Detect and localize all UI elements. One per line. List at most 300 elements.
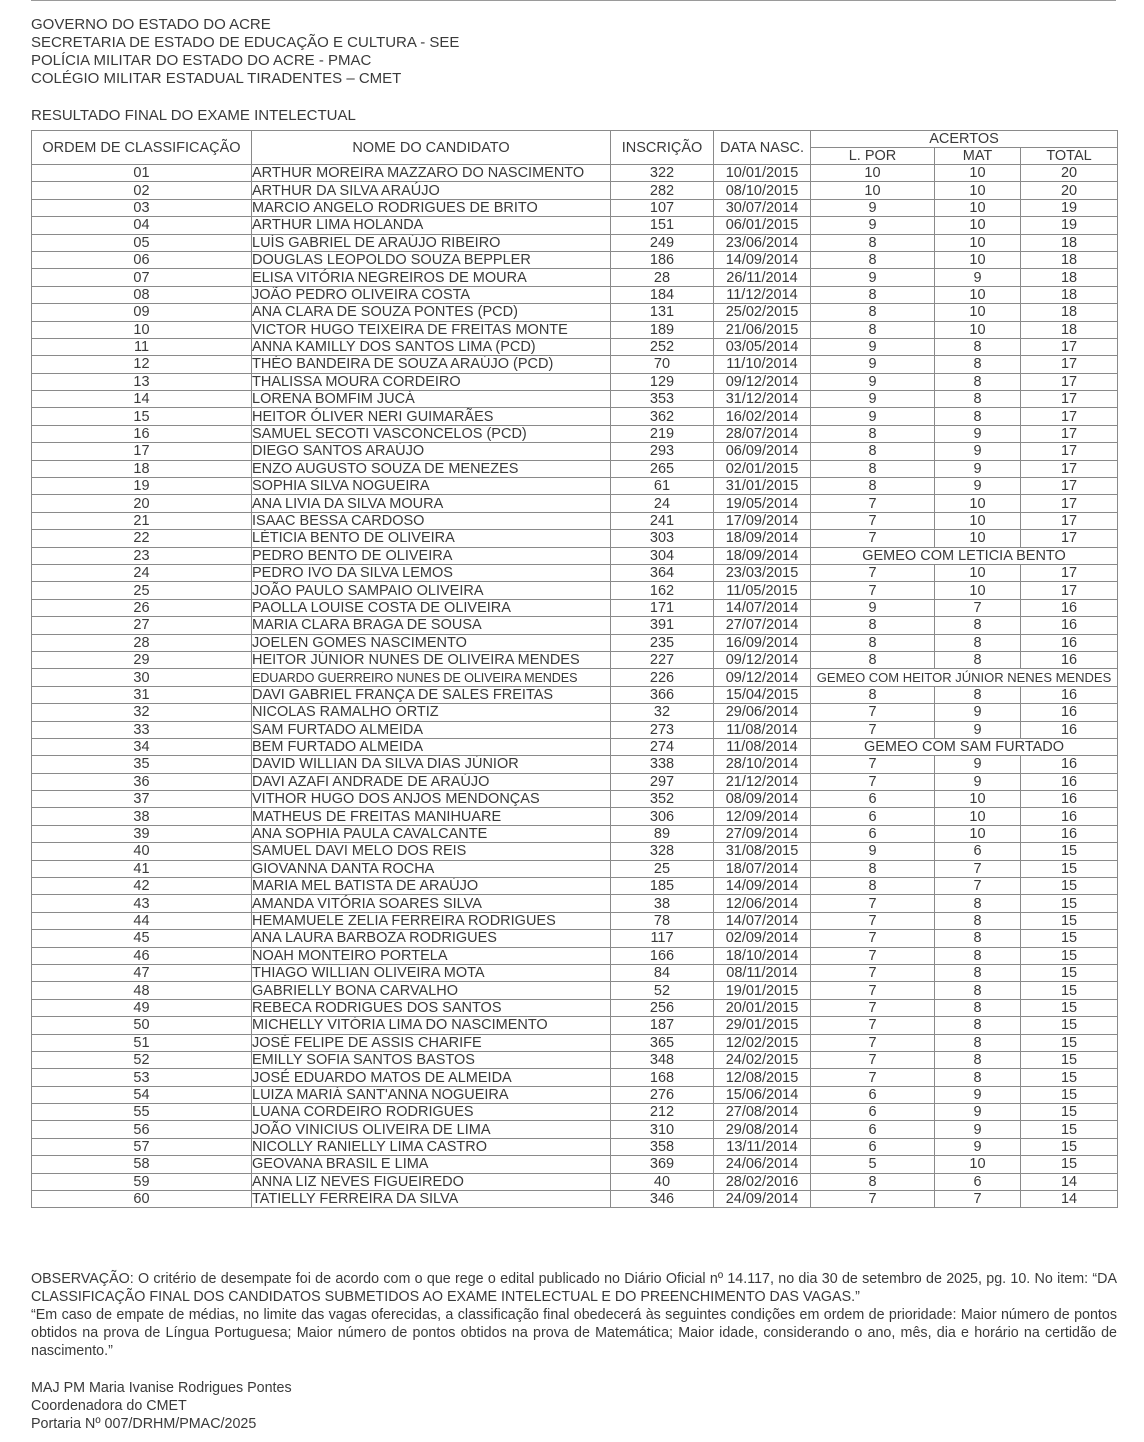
cell-mat: 9 [935, 756, 1021, 773]
cell-ordem: 22 [32, 530, 252, 547]
cell-total: 16 [1021, 756, 1118, 773]
cell-data-nasc: 28/07/2014 [714, 425, 811, 442]
cell-lpor: 7 [811, 582, 935, 599]
table-row [32, 564, 1118, 581]
cell-total: 15 [1021, 1086, 1118, 1103]
cell-inscricao: 282 [611, 182, 714, 199]
cell-total: 15 [1021, 1121, 1118, 1138]
cell-data-nasc: 14/09/2014 [714, 251, 811, 268]
cell-ordem: 47 [32, 964, 252, 981]
cell-ordem: 37 [32, 791, 252, 808]
cell-data-nasc: 11/05/2015 [714, 582, 811, 599]
cell-lpor: 8 [811, 234, 935, 251]
cell-total: 17 [1021, 408, 1118, 425]
cell-twin-note: GEMEO COM HEITOR JÚNIOR NENES MENDES [811, 669, 1118, 686]
cell-inscricao: 249 [611, 234, 714, 251]
table-row [32, 286, 1118, 303]
results-table [31, 130, 1118, 1208]
cell-data-nasc: 31/08/2015 [714, 843, 811, 860]
cell-total: 15 [1021, 912, 1118, 929]
cell-mat: 8 [935, 651, 1021, 668]
cell-mat: 10 [935, 582, 1021, 599]
cell-inscricao: 241 [611, 512, 714, 529]
cell-lpor: 8 [811, 286, 935, 303]
cell-data-nasc: 21/12/2014 [714, 773, 811, 790]
cell-mat: 9 [935, 478, 1021, 495]
cell-mat: 8 [935, 947, 1021, 964]
cell-nome: MARIA CLARA BRAGA DE SOUSA [252, 617, 611, 634]
cell-nome: DAVID WILLIAN DA SILVA DIAS JÚNIOR [252, 756, 611, 773]
table-row [32, 1104, 1118, 1121]
table-row [32, 912, 1118, 929]
cell-nome: SAM FURTADO ALMEIDA [252, 721, 611, 738]
cell-data-nasc: 08/11/2014 [714, 964, 811, 981]
header-line-school: COLÉGIO MILITAR ESTADUAL TIRADENTES – CMET [31, 70, 402, 87]
cell-data-nasc: 29/06/2014 [714, 704, 811, 721]
column-header-lpor: L. POR [811, 148, 935, 165]
cell-lpor: 8 [811, 251, 935, 268]
cell-total: 14 [1021, 1173, 1118, 1190]
cell-nome: JOSÉ EDUARDO MATOS DE ALMEIDA [252, 1069, 611, 1086]
cell-lpor: 8 [811, 651, 935, 668]
cell-total: 16 [1021, 721, 1118, 738]
cell-nome: ANNA LIZ NEVES FIGUEIREDO [252, 1173, 611, 1190]
column-header-nome: NOME DO CANDIDATO [252, 131, 611, 165]
observation-section [31, 1270, 1117, 1360]
cell-nome: HEITOR JÚNIOR NUNES DE OLIVEIRA MENDES [252, 651, 611, 668]
cell-nome: ANA LAURA BARBOZA RODRIGUES [252, 930, 611, 947]
cell-total: 18 [1021, 234, 1118, 251]
cell-mat: 8 [935, 895, 1021, 912]
cell-inscricao: 32 [611, 704, 714, 721]
cell-nome: THALISSA MOURA CORDEIRO [252, 373, 611, 390]
cell-inscricao: 131 [611, 304, 714, 321]
cell-lpor: 7 [811, 1051, 935, 1068]
cell-data-nasc: 12/09/2014 [714, 808, 811, 825]
cell-ordem: 48 [32, 982, 252, 999]
cell-data-nasc: 19/05/2014 [714, 495, 811, 512]
cell-nome: AMANDA VITÓRIA SOARES SILVA [252, 895, 611, 912]
column-header-total: TOTAL [1021, 148, 1118, 165]
cell-ordem: 44 [32, 912, 252, 929]
cell-data-nasc: 06/09/2014 [714, 443, 811, 460]
cell-lpor: 9 [811, 843, 935, 860]
cell-inscricao: 212 [611, 1104, 714, 1121]
table-row [32, 495, 1118, 512]
cell-lpor: 9 [811, 408, 935, 425]
cell-nome: PAOLLA LOUISE COSTA DE OLIVEIRA [252, 599, 611, 616]
table-row [32, 721, 1118, 738]
cell-data-nasc: 02/01/2015 [714, 460, 811, 477]
cell-lpor: 8 [811, 878, 935, 895]
cell-lpor: 7 [811, 512, 935, 529]
cell-data-nasc: 20/01/2015 [714, 999, 811, 1016]
table-row [32, 947, 1118, 964]
cell-ordem: 54 [32, 1086, 252, 1103]
cell-mat: 8 [935, 408, 1021, 425]
signatory-portaria: Portaria Nº 007/DRHM/PMAC/2025 [31, 1416, 257, 1432]
table-row [32, 930, 1118, 947]
cell-ordem: 08 [32, 286, 252, 303]
cell-ordem: 16 [32, 425, 252, 442]
cell-inscricao: 235 [611, 634, 714, 651]
cell-nome: LUÍS GABRIEL DE ARAÚJO RIBEIRO [252, 234, 611, 251]
cell-nome: ARTHUR MOREIRA MAZZARO DO NASCIMENTO [252, 165, 611, 182]
cell-lpor: 10 [811, 182, 935, 199]
top-divider [31, 0, 1116, 1]
cell-inscricao: 369 [611, 1156, 714, 1173]
cell-lpor: 10 [811, 165, 935, 182]
cell-lpor: 6 [811, 1086, 935, 1103]
cell-total: 17 [1021, 391, 1118, 408]
cell-data-nasc: 03/05/2014 [714, 338, 811, 355]
cell-mat: 10 [935, 165, 1021, 182]
cell-mat: 7 [935, 878, 1021, 895]
cell-inscricao: 40 [611, 1173, 714, 1190]
cell-ordem: 21 [32, 512, 252, 529]
cell-nome: DAVI GABRIEL FRANÇA DE SALES FREITAS [252, 686, 611, 703]
header-line-police: POLÍCIA MILITAR DO ESTADO DO ACRE - PMAC [31, 52, 372, 69]
cell-data-nasc: 12/06/2014 [714, 895, 811, 912]
cell-inscricao: 328 [611, 843, 714, 860]
cell-data-nasc: 11/08/2014 [714, 721, 811, 738]
cell-mat: 10 [935, 251, 1021, 268]
cell-data-nasc: 18/10/2014 [714, 947, 811, 964]
cell-nome: DAVI AZAFI ANDRADE DE ARAÚJO [252, 773, 611, 790]
cell-inscricao: 366 [611, 686, 714, 703]
table-row [32, 791, 1118, 808]
cell-ordem: 31 [32, 686, 252, 703]
signatory-role: Coordenadora do CMET [31, 1398, 187, 1414]
cell-total: 17 [1021, 356, 1118, 373]
cell-ordem: 29 [32, 651, 252, 668]
cell-lpor: 9 [811, 599, 935, 616]
cell-mat: 8 [935, 999, 1021, 1016]
cell-ordem: 12 [32, 356, 252, 373]
cell-inscricao: 186 [611, 251, 714, 268]
cell-lpor: 7 [811, 530, 935, 547]
cell-mat: 6 [935, 843, 1021, 860]
cell-data-nasc: 21/06/2015 [714, 321, 811, 338]
cell-data-nasc: 11/08/2014 [714, 738, 811, 755]
cell-total: 16 [1021, 617, 1118, 634]
table-row [32, 182, 1118, 199]
cell-mat: 8 [935, 982, 1021, 999]
cell-mat: 8 [935, 1017, 1021, 1034]
cell-inscricao: 78 [611, 912, 714, 929]
cell-total: 16 [1021, 808, 1118, 825]
cell-lpor: 8 [811, 443, 935, 460]
cell-inscricao: 362 [611, 408, 714, 425]
cell-inscricao: 338 [611, 756, 714, 773]
table-row [32, 1121, 1118, 1138]
results-body [32, 165, 1118, 1208]
cell-lpor: 8 [811, 460, 935, 477]
cell-nome: NICOLLY RANIELLY LIMA CASTRO [252, 1138, 611, 1155]
cell-ordem: 17 [32, 443, 252, 460]
cell-mat: 8 [935, 356, 1021, 373]
cell-inscricao: 365 [611, 1034, 714, 1051]
cell-inscricao: 117 [611, 930, 714, 947]
cell-mat: 8 [935, 634, 1021, 651]
cell-total: 17 [1021, 564, 1118, 581]
cell-data-nasc: 13/11/2014 [714, 1138, 811, 1155]
cell-mat: 8 [935, 686, 1021, 703]
table-row [32, 391, 1118, 408]
table-row [32, 1017, 1118, 1034]
cell-inscricao: 52 [611, 982, 714, 999]
cell-mat: 9 [935, 1138, 1021, 1155]
column-header-inscricao: INSCRIÇÃO [611, 131, 714, 165]
cell-nome: DIEGO SANTOS ARAÚJO [252, 443, 611, 460]
table-row [32, 425, 1118, 442]
cell-inscricao: 168 [611, 1069, 714, 1086]
cell-ordem: 43 [32, 895, 252, 912]
cell-inscricao: 151 [611, 217, 714, 234]
cell-inscricao: 171 [611, 599, 714, 616]
cell-data-nasc: 14/07/2014 [714, 912, 811, 929]
cell-lpor: 7 [811, 495, 935, 512]
cell-ordem: 53 [32, 1069, 252, 1086]
cell-inscricao: 276 [611, 1086, 714, 1103]
cell-inscricao: 89 [611, 825, 714, 842]
cell-data-nasc: 29/08/2014 [714, 1121, 811, 1138]
table-row [32, 338, 1118, 355]
cell-nome: BEM FURTADO ALMEIDA [252, 738, 611, 755]
table-row [32, 843, 1118, 860]
cell-total: 15 [1021, 1017, 1118, 1034]
cell-total: 16 [1021, 825, 1118, 842]
cell-total: 15 [1021, 947, 1118, 964]
cell-total: 15 [1021, 1104, 1118, 1121]
cell-total: 18 [1021, 251, 1118, 268]
table-row [32, 895, 1118, 912]
cell-mat: 8 [935, 338, 1021, 355]
cell-total: 17 [1021, 460, 1118, 477]
cell-data-nasc: 18/07/2014 [714, 860, 811, 877]
observation-paragraph-criteria: OBSERVAÇÃO: O critério de desempate foi de acordo com o que rege o edital publicado no Diário Oficial nº 14.117, no dia 30 de setembro de 2025, pg. 10. No item: “DA CLASSIFICAÇÃO FINAL DOS CANDIDATOS SUBMETIDOS AO EXAME INTELECTUAL E DO PREENCHIMENTO DAS VAGAS.” [31, 1271, 1117, 1305]
table-row [32, 234, 1118, 251]
table-row [32, 582, 1118, 599]
table-row [32, 999, 1118, 1016]
cell-ordem: 19 [32, 478, 252, 495]
cell-total: 15 [1021, 1051, 1118, 1068]
table-row [32, 617, 1118, 634]
cell-inscricao: 358 [611, 1138, 714, 1155]
cell-nome: ANNA KAMILLY DOS SANTOS LIMA (PCD) [252, 338, 611, 355]
cell-lpor: 8 [811, 1173, 935, 1190]
cell-mat: 10 [935, 217, 1021, 234]
cell-total: 18 [1021, 304, 1118, 321]
cell-nome: HEITOR ÓLIVER NERI GUIMARÃES [252, 408, 611, 425]
cell-inscricao: 107 [611, 199, 714, 216]
cell-inscricao: 391 [611, 617, 714, 634]
cell-inscricao: 310 [611, 1121, 714, 1138]
cell-total: 17 [1021, 512, 1118, 529]
cell-nome: VICTOR HUGO TEIXEIRA DE FREITAS MONTE [252, 321, 611, 338]
cell-data-nasc: 28/02/2016 [714, 1173, 811, 1190]
cell-lpor: 6 [811, 1104, 935, 1121]
cell-ordem: 56 [32, 1121, 252, 1138]
cell-lpor: 7 [811, 773, 935, 790]
cell-mat: 8 [935, 1051, 1021, 1068]
cell-data-nasc: 09/12/2014 [714, 651, 811, 668]
cell-nome: SAMUEL SECOTI VASCONCELOS (PCD) [252, 425, 611, 442]
cell-data-nasc: 31/12/2014 [714, 391, 811, 408]
table-row [32, 478, 1118, 495]
cell-data-nasc: 15/04/2015 [714, 686, 811, 703]
cell-inscricao: 274 [611, 738, 714, 755]
cell-data-nasc: 11/10/2014 [714, 356, 811, 373]
cell-lpor: 8 [811, 860, 935, 877]
cell-data-nasc: 30/07/2014 [714, 199, 811, 216]
table-row [32, 860, 1118, 877]
column-header-ordem: ORDEM DE CLASSIFICAÇÃO [32, 131, 252, 165]
cell-lpor: 7 [811, 1034, 935, 1051]
cell-data-nasc: 29/01/2015 [714, 1017, 811, 1034]
cell-nome: MICHELLY VITÓRIA LIMA DO NASCIMENTO [252, 1017, 611, 1034]
table-row [32, 808, 1118, 825]
cell-data-nasc: 15/06/2014 [714, 1086, 811, 1103]
cell-inscricao: 24 [611, 495, 714, 512]
cell-total: 19 [1021, 217, 1118, 234]
cell-total: 15 [1021, 843, 1118, 860]
cell-ordem: 57 [32, 1138, 252, 1155]
table-row [32, 373, 1118, 390]
cell-data-nasc: 02/09/2014 [714, 930, 811, 947]
table-row [32, 321, 1118, 338]
cell-ordem: 52 [32, 1051, 252, 1068]
cell-nome: THIAGO WILLIAN OLIVEIRA MOTA [252, 964, 611, 981]
cell-total: 16 [1021, 599, 1118, 616]
cell-total: 17 [1021, 373, 1118, 390]
cell-nome: DOUGLAS LEOPOLDO SOUZA BEPPLER [252, 251, 611, 268]
cell-ordem: 41 [32, 860, 252, 877]
cell-mat: 10 [935, 512, 1021, 529]
table-row [32, 251, 1118, 268]
column-header-mat: MAT [935, 148, 1021, 165]
cell-mat: 9 [935, 425, 1021, 442]
cell-total: 16 [1021, 773, 1118, 790]
cell-total: 17 [1021, 478, 1118, 495]
cell-nome: ANA LIVIA DA SILVA MOURA [252, 495, 611, 512]
cell-lpor: 9 [811, 269, 935, 286]
cell-data-nasc: 14/07/2014 [714, 599, 811, 616]
cell-inscricao: 348 [611, 1051, 714, 1068]
table-row [32, 738, 1118, 755]
cell-inscricao: 129 [611, 373, 714, 390]
cell-total: 19 [1021, 199, 1118, 216]
cell-nome: VITHOR HUGO DOS ANJOS MENDONÇAS [252, 791, 611, 808]
cell-mat: 9 [935, 443, 1021, 460]
cell-inscricao: 352 [611, 791, 714, 808]
cell-mat: 8 [935, 617, 1021, 634]
cell-inscricao: 227 [611, 651, 714, 668]
cell-inscricao: 28 [611, 269, 714, 286]
cell-data-nasc: 23/03/2015 [714, 564, 811, 581]
cell-mat: 9 [935, 1104, 1021, 1121]
cell-mat: 9 [935, 269, 1021, 286]
cell-data-nasc: 12/02/2015 [714, 1034, 811, 1051]
cell-mat: 7 [935, 599, 1021, 616]
cell-lpor: 7 [811, 704, 935, 721]
table-row [32, 704, 1118, 721]
cell-ordem: 20 [32, 495, 252, 512]
cell-twin-note: GEMEO COM SAM FURTADO [811, 738, 1118, 755]
cell-data-nasc: 18/09/2014 [714, 547, 811, 564]
cell-nome: JOSÉ FELIPE DE ASSIS CHARIFE [252, 1034, 611, 1051]
table-row [32, 1156, 1118, 1173]
table-row [32, 199, 1118, 216]
table-row [32, 1173, 1118, 1190]
cell-lpor: 8 [811, 321, 935, 338]
cell-lpor: 7 [811, 982, 935, 999]
cell-inscricao: 187 [611, 1017, 714, 1034]
cell-data-nasc: 25/02/2015 [714, 304, 811, 321]
cell-data-nasc: 16/09/2014 [714, 634, 811, 651]
cell-ordem: 14 [32, 391, 252, 408]
cell-data-nasc: 23/06/2014 [714, 234, 811, 251]
cell-ordem: 40 [32, 843, 252, 860]
cell-mat: 10 [935, 495, 1021, 512]
cell-total: 15 [1021, 895, 1118, 912]
cell-mat: 9 [935, 704, 1021, 721]
cell-ordem: 58 [32, 1156, 252, 1173]
cell-ordem: 55 [32, 1104, 252, 1121]
cell-lpor: 7 [811, 947, 935, 964]
signatory-name: MAJ PM Maria Ivanise Rodrigues Pontes [31, 1380, 292, 1396]
cell-total: 18 [1021, 286, 1118, 303]
cell-ordem: 07 [32, 269, 252, 286]
cell-nome: NOAH MONTEIRO PORTELA [252, 947, 611, 964]
cell-twin-note: GEMEO COM LETICIA BENTO [811, 547, 1118, 564]
table-row [32, 408, 1118, 425]
cell-data-nasc: 17/09/2014 [714, 512, 811, 529]
observation-paragraph-tiebreak: “Em caso de empate de médias, no limite das vagas oferecidas, a classificação final obedecerá às seguintes condições em ordem de prioridade: Maior número de pontos obtidos na prova de Língua Portuguesa; Maior número de pontos obtidos na prova de Matemática; Maior idade, considerando o ano, mês, dia e horário na certidão de nascimento.” [31, 1307, 1117, 1359]
cell-ordem: 42 [32, 878, 252, 895]
cell-nome: PEDRO BENTO DE OLIVEIRA [252, 547, 611, 564]
cell-ordem: 05 [32, 234, 252, 251]
cell-nome: MARCIO ANGELO RODRIGUES DE BRITO [252, 199, 611, 216]
cell-ordem: 25 [32, 582, 252, 599]
table-row [32, 669, 1118, 686]
cell-ordem: 50 [32, 1017, 252, 1034]
cell-lpor: 7 [811, 964, 935, 981]
cell-ordem: 35 [32, 756, 252, 773]
cell-nome: REBECA RODRIGUES DOS SANTOS [252, 999, 611, 1016]
cell-lpor: 7 [811, 930, 935, 947]
cell-nome: MARIA MEL BATISTA DE ARAÚJO [252, 878, 611, 895]
cell-data-nasc: 11/12/2014 [714, 286, 811, 303]
cell-total: 15 [1021, 999, 1118, 1016]
table-row [32, 217, 1118, 234]
cell-data-nasc: 09/12/2014 [714, 669, 811, 686]
cell-total: 16 [1021, 634, 1118, 651]
cell-mat: 10 [935, 304, 1021, 321]
column-header-acertos: ACERTOS [811, 131, 1118, 148]
cell-nome: EMILLY SOFIA SANTOS BASTOS [252, 1051, 611, 1068]
cell-inscricao: 84 [611, 964, 714, 981]
cell-nome: ISAAC BESSA CARDOSO [252, 512, 611, 529]
cell-inscricao: 297 [611, 773, 714, 790]
cell-lpor: 8 [811, 617, 935, 634]
cell-nome: EDUARDO GUERREIRO NUNES DE OLIVEIRA MENDES [252, 669, 611, 686]
cell-ordem: 18 [32, 460, 252, 477]
cell-total: 17 [1021, 495, 1118, 512]
cell-ordem: 34 [32, 738, 252, 755]
cell-inscricao: 189 [611, 321, 714, 338]
cell-data-nasc: 19/01/2015 [714, 982, 811, 999]
